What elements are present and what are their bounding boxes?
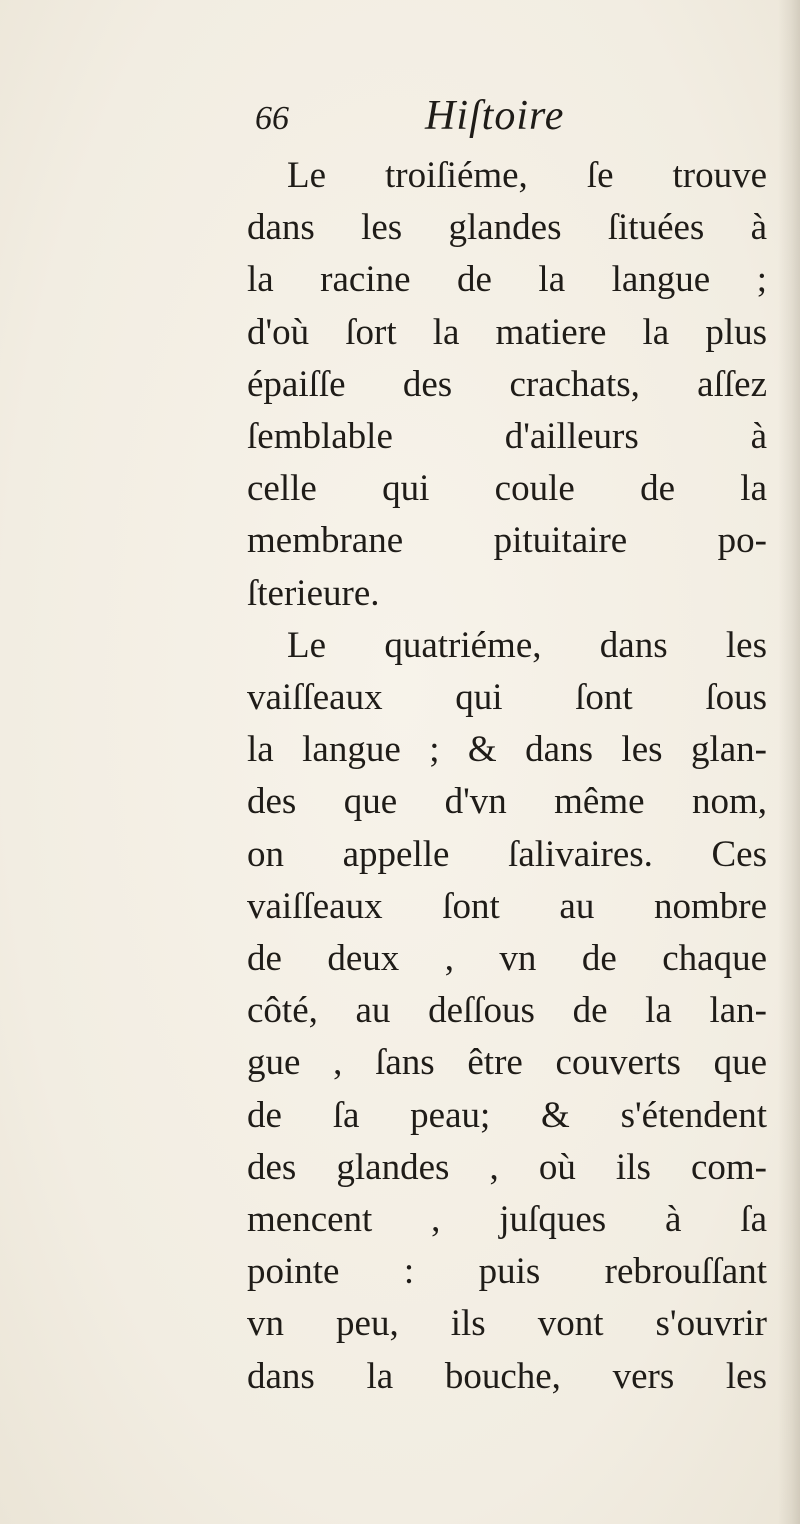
text-line: on appelle ſalivaires. Ces <box>247 833 767 875</box>
text-line: pointe : puis rebrouſſant <box>247 1251 767 1293</box>
page-header <box>255 92 564 152</box>
text-line: ſterieure. <box>247 572 380 614</box>
text-line: Le quatriéme, dans les <box>287 624 767 666</box>
page-number: 66 <box>255 100 289 137</box>
text-line: épaiſſe des crachats, aſſez <box>247 363 767 405</box>
running-title: Hiſtoire <box>425 93 565 139</box>
text-line: des que d'vn même nom, <box>247 781 767 823</box>
text-line: vaiſſeaux qui ſont ſous <box>247 677 767 719</box>
text-line: de deux , vn de chaque <box>247 938 767 980</box>
text-line: mencent , juſques à ſa <box>247 1199 767 1241</box>
text-line: côté, au deſſous de la lan- <box>247 990 767 1032</box>
text-line: des glandes , où ils com- <box>247 1146 767 1188</box>
text-line: dans les glandes ſituées à <box>247 207 767 249</box>
text-line: d'où ſort la matiere la plus <box>247 311 767 353</box>
text-line: la racine de la langue ; <box>247 259 767 301</box>
text-line: Le troiſiéme, ſe trouve <box>287 155 767 196</box>
text-line: de ſa peau; & s'étendent <box>247 1094 767 1136</box>
text-line: vaiſſeaux ſont au nombre <box>247 885 767 927</box>
text-line: membrane pituitaire po- <box>247 520 767 562</box>
text-line: dans la bouche, vers les <box>247 1355 767 1397</box>
body-text <box>247 150 767 1403</box>
text-line: vn peu, ils vont s'ouvrir <box>247 1303 767 1345</box>
text-line: la langue ; & dans les glan- <box>247 729 767 771</box>
text-line: celle qui coule de la <box>247 468 767 510</box>
text-line: ſemblable d'ailleurs à <box>247 416 767 458</box>
text-line: gue , ſans être couverts que <box>247 1042 767 1084</box>
page-edge-shadow <box>778 0 800 1524</box>
